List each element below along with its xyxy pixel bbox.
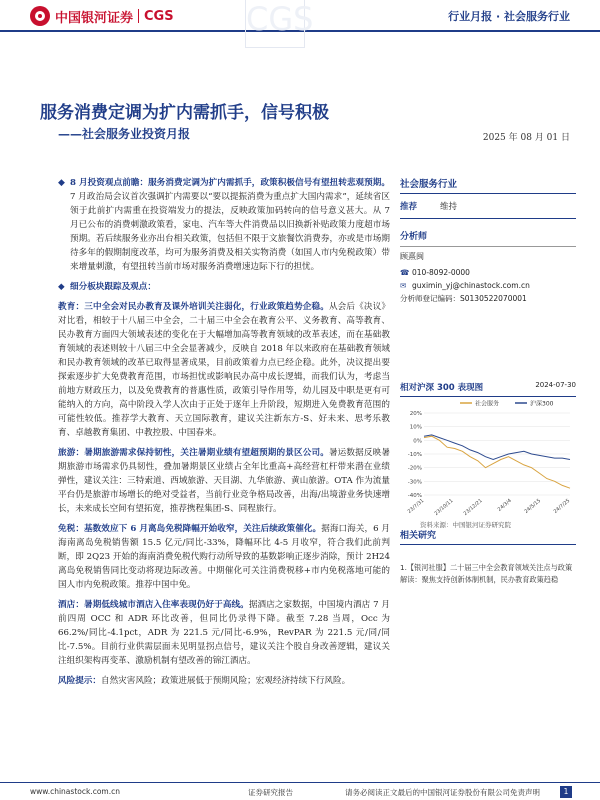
rating-row xyxy=(400,200,576,212)
phone-icon: ☎ xyxy=(400,268,410,277)
series-line-1 xyxy=(424,436,570,488)
chart-source: 资料来源：中国银河证券研究院 xyxy=(420,521,511,529)
logo-name-cn: 中国银河证券 xyxy=(55,10,134,26)
section-body: 据酒店之家数据，中国境内酒店 7 月前四周 OCC 和 ADR 环比改善，但同比仍录得下降。截至 7.28 当周，Occ 为 66.2%/同比-4.1pct，ADR 为 221.5 元/同比-6.9%，RevPAR 为 221.5 元/同/同比-7.5%。目前行业供需层面未见明显拐点信号，建议关注个股自身改善逻辑，建议关注组织架构再变革、激励机制有望改善的锦江酒店。 xyxy=(58,600,390,666)
section-head: 风险提示： xyxy=(58,676,101,686)
x-tick-label: 23/12/21 xyxy=(462,497,484,517)
x-tick-label: 23/7/31 xyxy=(406,497,426,515)
divider xyxy=(400,246,576,247)
footer-label: 证券研究报告 xyxy=(248,788,293,797)
y-tick-label: -10% xyxy=(407,452,422,458)
page-subtitle: ——社会服务业投资月报 xyxy=(58,127,191,141)
related-heading: 相关研究 xyxy=(400,528,576,545)
report-date: 2025 年 08 月 01 日 xyxy=(482,133,570,143)
logo-name-en: CGS xyxy=(144,8,174,24)
y-tick-label: 0% xyxy=(413,438,422,445)
bullet-icon: ◆ xyxy=(58,282,65,292)
analyst-heading: 分析师 xyxy=(400,232,428,242)
y-tick-label: -30% xyxy=(407,479,422,486)
x-tick-label: 24/5/15 xyxy=(523,497,543,515)
page-footer xyxy=(0,782,600,800)
y-tick-label: -20% xyxy=(407,465,422,472)
mail-icon: ✉ xyxy=(400,281,407,290)
section-head: 旅游：暑期旅游需求保持韧性，关注暑期业绩有望超预期的景区公司。 xyxy=(58,448,329,458)
legend-label: 社会服务 xyxy=(475,400,500,408)
section-head: 免税：基数效应下 6 月离岛免税降幅开始收窄，关注后续政策催化。 xyxy=(58,524,322,534)
analyst-name: 顾熹闽 xyxy=(400,252,424,261)
company-logo xyxy=(30,6,174,26)
industry-label: 社会服务行业 xyxy=(400,176,576,194)
section-head: 酒店：暑期低线城市酒店入住率表现仍好于高线。 xyxy=(58,600,249,610)
tracking-heading: ◆ 细分板块跟踪及观点： xyxy=(58,282,156,292)
section-education xyxy=(58,300,390,440)
y-tick-label: -40% xyxy=(407,493,422,499)
x-tick-label: 24/3/4 xyxy=(496,497,513,513)
related-item[interactable]: 1.【银河社服】二十届三中全会教育领域关注点与政策解读：聚焦支持创新体制机制，民办教育政策趋稳 xyxy=(400,563,573,584)
rating-label: 推荐 xyxy=(400,202,418,212)
logo-mark-icon xyxy=(30,6,50,26)
section-body: 暑运数据反映暑期旅游市场需求仍具韧性，叠加暑期景区业绩占全年比重高+高经营杠杆带来潜在业绩弹性，建议关注：三特索道、西域旅游、天目湖、九华旅游、黄山旅游。OTA 作为流量平台仍是旅游市场增长的绝对受益者，当前行业竞争格局改善，出海/出境游业务快速增长，未来成长空间有望拓宽，推荐携程集团-S、同程旅行。 xyxy=(58,448,390,514)
x-tick-label: 24/7/25 xyxy=(552,497,572,515)
x-tick-label: 23/10/11 xyxy=(433,497,455,517)
main-body xyxy=(58,176,390,694)
legend-label: 沪深300 xyxy=(530,400,554,408)
relative-performance-chart xyxy=(400,397,576,517)
section-dutyfree xyxy=(58,522,390,592)
section-body: 从会后《决议》对比看，相较于十八届三中全会，二十届三中全会在教育公平、义务教育、高等教育、民办教育方面四大领域表述的变化在于大幅增加高等教育领域的改革表述，而在基础教育领域的表述则较十八届三中全会显著减少，反映自 2018 年以来政府在基础教育领域和民办教育领域的改革已取得显著成果，目前政策着力点已经企稳。此外，决议提出要探索逐步扩大免费教育范围，市场担忧或影响民办高中成长逻辑，而我们认为，考虑当前地方财政压力，以及免费教育的普惠性质，政策引导作用等，幼儿园及中职是更有可能纳入的方向，高中阶段入学人次由于正处于逐年上升阶段，短期进入免费教育范围的可能性较低。推荐学大教育、天立国际教育，建议关注新东方-S、好未来、思考乐教育、卓越教育集团、中教控股、中国春来。 xyxy=(58,302,390,438)
page-title: 服务消费定调为扩内需抓手，信号积极 xyxy=(40,103,329,123)
chart-header xyxy=(400,381,576,397)
analyst-license: 分析师登记编码：S0130522070001 xyxy=(400,294,527,303)
y-tick-label: 20% xyxy=(409,411,422,417)
analyst-phone: ☎ 010-8092-0000 xyxy=(400,268,470,277)
chart-title: 相对沪深 300 表现图 xyxy=(400,383,484,393)
summary-paragraph xyxy=(58,176,390,274)
report-category: 行业月报 · 社会服务行业 xyxy=(448,10,570,23)
summary-lead: 8 月投资观点前瞻：服务消费定调为扩内需抓手，政策积极信号有望扭转悲观预期。 xyxy=(70,178,390,188)
rating-value: 维持 xyxy=(440,202,458,212)
section-head: 教育：三中全会对民办教育及课外培训关注弱化，行业政策趋势企稳。 xyxy=(58,302,329,312)
chart-date: 2024-07-30 xyxy=(535,381,576,389)
bullet-icon: ◆ xyxy=(58,178,65,188)
analyst-email[interactable]: ✉ guximin_yj@chinastock.com.cn xyxy=(400,281,530,290)
divider xyxy=(400,218,576,219)
watermark: CGS xyxy=(245,0,305,48)
footer-disclaimer: 请务必阅读正文最后的中国银河证券股份有限公司免责声明 xyxy=(345,788,540,797)
footer-url[interactable]: www.chinastock.com.cn xyxy=(30,787,120,796)
section-body: 自然灾害风险；政策进展低于预期风险；宏观经济持续下行风险。 xyxy=(100,676,351,686)
y-tick-label: 10% xyxy=(409,424,422,431)
summary-body: 7 月政治局会议首次强调扩内需要以“要以提振消费为重点扩大国内需求”，延续省区领于此前扩内需重在投资端发力的提法，反映政策加码转向的信号意义甚大。从 7 月已公布的消费刺激政策看，家电、汽车等大件消费品以旧换新补贴政策力度超市场预期。若后续服务业亦出台相关政策，包括但不限于文旅餐饮消费券，亦或是市场期待多年的假期制度改革，均可为服务消费及相关实物消费（如国人市内免税政策）带来增量刺激，有望扭转当前市场对服务消费增速边际下行的担忧。 xyxy=(70,192,390,272)
section-body: 据海口海关，6 月海南离岛免税销售额 15.5 亿元/同比-33%，降幅环比 4-5 月收窄，符合我们此前判断，即 2Q23 开始的海南消费免税代购行动所导致的基数影响正逐步消除，预计 2H24 离岛免税销售同比变动将现边际改善。中期催化可关注消费税移+市内免税落地可能的国人市内免税政策。推荐中国中免。 xyxy=(58,524,390,590)
page-number: 1 xyxy=(560,786,572,798)
series-line-2 xyxy=(424,435,570,460)
section-tourism xyxy=(58,446,390,516)
sidebar xyxy=(400,176,576,305)
section-hotel xyxy=(58,598,390,668)
logo-divider xyxy=(138,9,139,23)
section-risk xyxy=(58,674,390,688)
